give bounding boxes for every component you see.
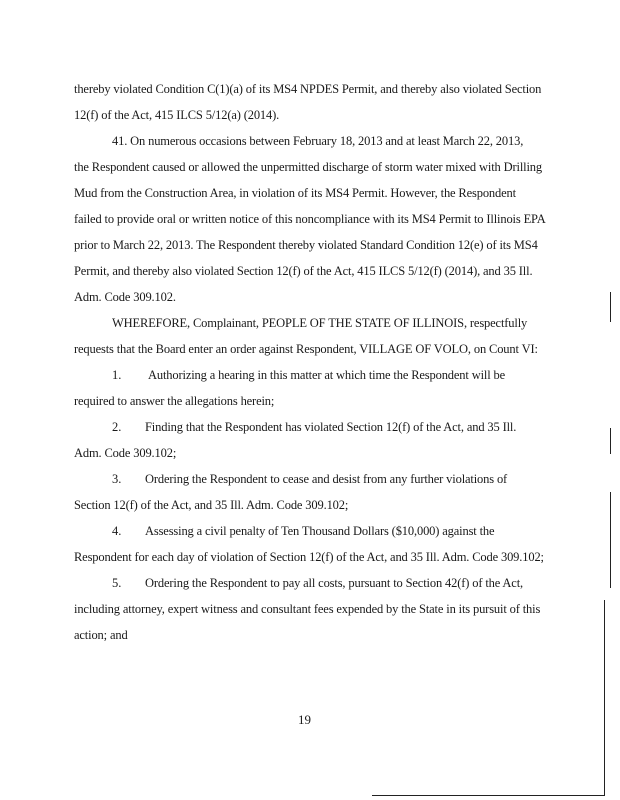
scan-edge-mark: [610, 492, 611, 588]
item-number: 4.: [112, 524, 122, 538]
body-line: Adm. Code 309.102;: [74, 446, 177, 460]
item-number: 2.: [112, 420, 122, 434]
relief-item-4: Assessing a civil penalty of Ten Thousand Dollars ($10,000) against the: [145, 524, 495, 538]
wherefore-clause: WHEREFORE, Complainant, PEOPLE OF THE STATE OF ILLINOIS, respectfully: [112, 316, 528, 330]
body-line: including attorney, expert witness and consultant fees expended by the State in its pursuit of this: [74, 602, 541, 616]
item-number: 5.: [112, 576, 122, 590]
item-number: 3.: [112, 472, 122, 486]
scan-bottom-line: [372, 795, 604, 796]
body-line: thereby violated Condition C(1)(a) of its MS4 NPDES Permit, and thereby also violated Section: [74, 82, 542, 96]
body-line: Permit, and thereby also violated Section 12(f) of the Act, 415 ILCS 5/12(f) (2014), and 35 Ill.: [74, 264, 533, 278]
relief-item-3: Ordering the Respondent to cease and desist from any further violations of: [145, 472, 508, 486]
scan-edge-mark: [604, 600, 605, 796]
body-line: Adm. Code 309.102.: [74, 290, 176, 304]
body-line: required to answer the allegations herein;: [74, 394, 275, 408]
scan-edge-mark: [610, 292, 611, 322]
body-line: Respondent for each day of violation of Section 12(f) of the Act, and 35 Ill. Adm. Code 309.102;: [74, 550, 544, 564]
relief-item-2: Finding that the Respondent has violated Section 12(f) of the Act, and 35 Ill.: [145, 420, 517, 434]
body-line: requests that the Board enter an order against Respondent, VILLAGE OF VOLO, on Count VI:: [74, 342, 538, 356]
body-line: action; and: [74, 628, 128, 642]
body-line: prior to March 22, 2013. The Respondent thereby violated Standard Condition 12(e) of its MS4: [74, 238, 538, 252]
scan-edge-mark: [610, 428, 611, 454]
item-number: 1.: [112, 368, 122, 382]
page-number: 19: [298, 712, 311, 727]
body-line: the Respondent caused or allowed the unpermitted discharge of storm water mixed with Drilling: [74, 160, 542, 174]
body-line: Section 12(f) of the Act, and 35 Ill. Adm. Code 309.102;: [74, 498, 349, 512]
body-line: failed to provide oral or written notice of this noncompliance with its MS4 Permit to Illinois EPA: [74, 212, 546, 226]
relief-item-1: Authorizing a hearing in this matter at which time the Respondent will be: [148, 368, 506, 382]
body-line: 12(f) of the Act, 415 ILCS 5/12(a) (2014).: [74, 108, 280, 122]
paragraph-41: 41. On numerous occasions between February 18, 2013 and at least March 22, 2013,: [112, 134, 524, 148]
body-line: Mud from the Construction Area, in violation of its MS4 Permit. However, the Respondent: [74, 186, 516, 200]
relief-item-5: Ordering the Respondent to pay all costs, pursuant to Section 42(f) of the Act,: [145, 576, 524, 590]
